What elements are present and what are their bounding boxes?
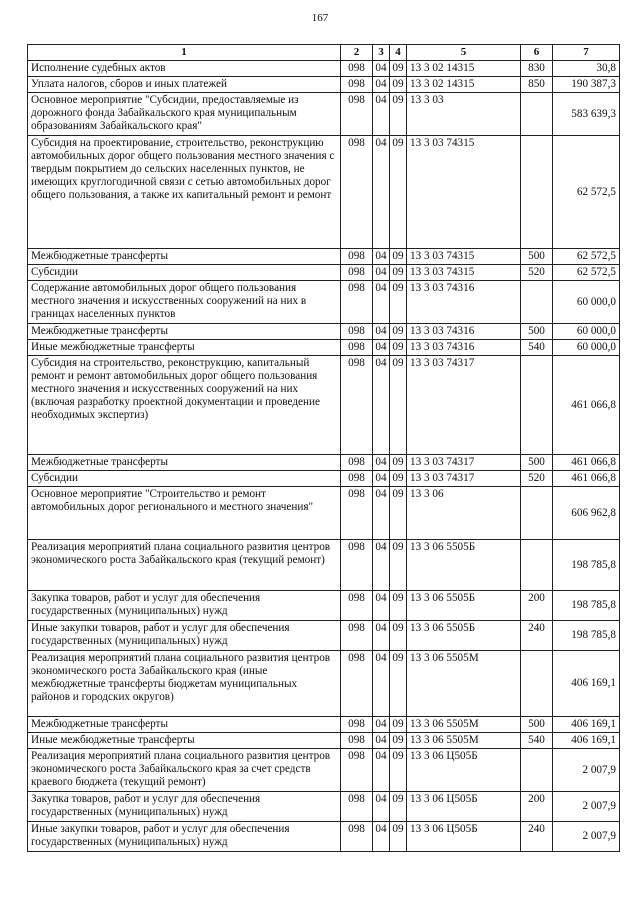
cell-amount: 2 007,9	[553, 822, 620, 852]
cell-amount: 583 639,3	[553, 93, 620, 136]
cell-admin-code: 098	[341, 265, 373, 281]
cell-amount: 2 007,9	[553, 749, 620, 792]
cell-expense-type: 240	[521, 822, 553, 852]
cell-subsection: 09	[390, 356, 407, 455]
table-row	[28, 249, 620, 265]
cell-expense-type	[521, 540, 553, 591]
cell-expense-type: 520	[521, 471, 553, 487]
cell-expense-type	[521, 487, 553, 540]
table-body	[28, 61, 620, 852]
cell-subsection: 09	[390, 717, 407, 733]
cell-amount: 190 387,3	[553, 77, 620, 93]
cell-amount: 198 785,8	[553, 540, 620, 591]
cell-target-article: 13 3 03 74316	[407, 281, 521, 324]
cell-subsection: 09	[390, 540, 407, 591]
cell-section: 04	[373, 749, 390, 792]
cell-subsection: 09	[390, 792, 407, 822]
cell-amount: 461 066,8	[553, 356, 620, 455]
cell-section: 04	[373, 733, 390, 749]
cell-amount: 198 785,8	[553, 621, 620, 651]
cell-amount: 406 169,1	[553, 651, 620, 717]
cell-subsection: 09	[390, 471, 407, 487]
cell-section: 04	[373, 487, 390, 540]
cell-description: Иные закупки товаров, работ и услуг для обеспечения государственных (муниципальных) нужд	[28, 621, 341, 651]
table-row	[28, 61, 620, 77]
cell-expense-type: 850	[521, 77, 553, 93]
cell-description: Основное мероприятие "Субсидии, предоставляемые из дорожного фонда Забайкальского края муниципальным образованиям Забайкальского края"	[28, 93, 341, 136]
cell-admin-code: 098	[341, 249, 373, 265]
cell-subsection: 09	[390, 281, 407, 324]
cell-subsection: 09	[390, 651, 407, 717]
cell-admin-code: 098	[341, 455, 373, 471]
header-col-1: 1	[28, 45, 341, 61]
cell-target-article: 13 3 03 74317	[407, 356, 521, 455]
cell-expense-type	[521, 651, 553, 717]
cell-expense-type	[521, 281, 553, 324]
cell-target-article: 13 3 03 74316	[407, 324, 521, 340]
table-row	[28, 93, 620, 136]
cell-target-article: 13 3 03 74315	[407, 249, 521, 265]
cell-description: Исполнение судебных актов	[28, 61, 341, 77]
table-row	[28, 651, 620, 717]
table-row	[28, 77, 620, 93]
cell-description: Межбюджетные трансферты	[28, 455, 341, 471]
cell-expense-type	[521, 136, 553, 249]
cell-subsection: 09	[390, 621, 407, 651]
cell-description: Содержание автомобильных дорог общего пользования местного значения и искусственных сооружений на них в границах населенных пунктов	[28, 281, 341, 324]
cell-admin-code: 098	[341, 471, 373, 487]
cell-admin-code: 098	[341, 733, 373, 749]
cell-target-article: 13 3 03 74315	[407, 136, 521, 249]
cell-amount: 406 169,1	[553, 717, 620, 733]
header-col-2: 2	[341, 45, 373, 61]
cell-subsection: 09	[390, 340, 407, 356]
cell-target-article: 13 3 06 5505Б	[407, 621, 521, 651]
cell-amount: 60 000,0	[553, 324, 620, 340]
cell-description: Реализация мероприятий плана социального развития центров экономического роста Забайкальского края за счет средств краевого бюджета (текущий ремонт)	[28, 749, 341, 792]
cell-description: Основное мероприятие "Строительство и ремонт автомобильных дорог регионального и местного значения"	[28, 487, 341, 540]
cell-expense-type: 200	[521, 792, 553, 822]
cell-admin-code: 098	[341, 792, 373, 822]
cell-target-article: 13 3 03 74317	[407, 455, 521, 471]
header-col-6: 6	[521, 45, 553, 61]
cell-subsection: 09	[390, 822, 407, 852]
cell-amount: 60 000,0	[553, 281, 620, 324]
cell-admin-code: 098	[341, 356, 373, 455]
table-row	[28, 822, 620, 852]
cell-section: 04	[373, 281, 390, 324]
table-row	[28, 717, 620, 733]
cell-target-article: 13 3 03	[407, 93, 521, 136]
cell-section: 04	[373, 340, 390, 356]
cell-admin-code: 098	[341, 621, 373, 651]
cell-target-article: 13 3 06 5505М	[407, 717, 521, 733]
cell-subsection: 09	[390, 265, 407, 281]
cell-description: Реализация мероприятий плана социального развития центров экономического роста Забайкальского края (иные межбюджетные трансферты бюджетам муниципальных районов и городских округов)	[28, 651, 341, 717]
cell-subsection: 09	[390, 591, 407, 621]
cell-admin-code: 098	[341, 749, 373, 792]
header-row	[28, 45, 620, 61]
cell-amount: 606 962,8	[553, 487, 620, 540]
table-row	[28, 621, 620, 651]
cell-expense-type: 830	[521, 61, 553, 77]
cell-target-article: 13 3 03 74315	[407, 265, 521, 281]
cell-section: 04	[373, 93, 390, 136]
cell-admin-code: 098	[341, 591, 373, 621]
cell-description: Субсидия на проектирование, строительство, реконструкцию автомобильных дорог общего пользования местного значения с твердым покрытием до сельских населенных пунктов, не имеющих круглогодичной связи с сетью автомобильных дорог общего пользования, а также их капитальный ремонт и ремонт	[28, 136, 341, 249]
table-row	[28, 792, 620, 822]
cell-description: Межбюджетные трансферты	[28, 249, 341, 265]
cell-description: Межбюджетные трансферты	[28, 717, 341, 733]
cell-admin-code: 098	[341, 324, 373, 340]
cell-admin-code: 098	[341, 340, 373, 356]
cell-target-article: 13 3 06 Ц505Б	[407, 749, 521, 792]
cell-amount: 461 066,8	[553, 471, 620, 487]
cell-description: Закупка товаров, работ и услуг для обеспечения государственных (муниципальных) нужд	[28, 591, 341, 621]
cell-description: Субсидии	[28, 265, 341, 281]
cell-subsection: 09	[390, 77, 407, 93]
cell-expense-type	[521, 356, 553, 455]
cell-section: 04	[373, 136, 390, 249]
cell-target-article: 13 3 06 5505М	[407, 651, 521, 717]
cell-amount: 60 000,0	[553, 340, 620, 356]
cell-amount: 62 572,5	[553, 265, 620, 281]
cell-subsection: 09	[390, 733, 407, 749]
cell-section: 04	[373, 540, 390, 591]
cell-subsection: 09	[390, 93, 407, 136]
cell-section: 04	[373, 249, 390, 265]
cell-target-article: 13 3 06 5505Б	[407, 591, 521, 621]
table-row	[28, 136, 620, 249]
cell-section: 04	[373, 265, 390, 281]
page-number: 167	[311, 12, 329, 24]
table-row	[28, 340, 620, 356]
cell-description: Закупка товаров, работ и услуг для обеспечения государственных (муниципальных) нужд	[28, 792, 341, 822]
table-row	[28, 281, 620, 324]
header-col-4: 4	[390, 45, 407, 61]
cell-description: Иные закупки товаров, работ и услуг для обеспечения государственных (муниципальных) нужд	[28, 822, 341, 852]
budget-table	[27, 44, 620, 852]
table-row	[28, 591, 620, 621]
cell-target-article: 13 3 06 5505Б	[407, 540, 521, 591]
cell-section: 04	[373, 717, 390, 733]
cell-admin-code: 098	[341, 540, 373, 591]
table-row	[28, 487, 620, 540]
cell-admin-code: 098	[341, 717, 373, 733]
cell-target-article: 13 3 03 74316	[407, 340, 521, 356]
cell-amount: 406 169,1	[553, 733, 620, 749]
cell-amount: 461 066,8	[553, 455, 620, 471]
cell-amount: 30,8	[553, 61, 620, 77]
cell-admin-code: 098	[341, 281, 373, 324]
cell-section: 04	[373, 792, 390, 822]
cell-description: Реализация мероприятий плана социального развития центров экономического роста Забайкальского края (текущий ремонт)	[28, 540, 341, 591]
table-row	[28, 540, 620, 591]
cell-description: Субсидия на строительство, реконструкцию, капитальный ремонт и ремонт автомобильных дорог общего пользования местного значения и искусственных сооружений на них (включая разработку проектной документации и проведение необходимых экспертиз)	[28, 356, 341, 455]
cell-amount: 62 572,5	[553, 136, 620, 249]
cell-description: Иные межбюджетные трансферты	[28, 733, 341, 749]
cell-section: 04	[373, 651, 390, 717]
table-row	[28, 356, 620, 455]
cell-expense-type: 500	[521, 324, 553, 340]
cell-admin-code: 098	[341, 93, 373, 136]
cell-section: 04	[373, 455, 390, 471]
cell-subsection: 09	[390, 249, 407, 265]
cell-target-article: 13 3 03 74317	[407, 471, 521, 487]
cell-expense-type	[521, 93, 553, 136]
cell-admin-code: 098	[341, 822, 373, 852]
cell-expense-type: 520	[521, 265, 553, 281]
cell-expense-type: 540	[521, 340, 553, 356]
table-row	[28, 749, 620, 792]
cell-admin-code: 098	[341, 61, 373, 77]
cell-amount: 2 007,9	[553, 792, 620, 822]
cell-admin-code: 098	[341, 136, 373, 249]
cell-subsection: 09	[390, 749, 407, 792]
cell-expense-type: 500	[521, 717, 553, 733]
cell-section: 04	[373, 61, 390, 77]
table-row	[28, 471, 620, 487]
cell-expense-type: 540	[521, 733, 553, 749]
table-row	[28, 733, 620, 749]
cell-description: Межбюджетные трансферты	[28, 324, 341, 340]
cell-subsection: 09	[390, 455, 407, 471]
cell-section: 04	[373, 77, 390, 93]
cell-expense-type: 240	[521, 621, 553, 651]
cell-section: 04	[373, 822, 390, 852]
table-row	[28, 324, 620, 340]
header-col-7: 7	[553, 45, 620, 61]
cell-subsection: 09	[390, 61, 407, 77]
table-row	[28, 455, 620, 471]
cell-admin-code: 098	[341, 487, 373, 540]
cell-target-article: 13 3 06 5505М	[407, 733, 521, 749]
cell-expense-type: 200	[521, 591, 553, 621]
cell-expense-type: 500	[521, 455, 553, 471]
cell-section: 04	[373, 356, 390, 455]
cell-description: Субсидии	[28, 471, 341, 487]
cell-admin-code: 098	[341, 77, 373, 93]
cell-section: 04	[373, 621, 390, 651]
header-col-3: 3	[373, 45, 390, 61]
cell-subsection: 09	[390, 487, 407, 540]
cell-target-article: 13 3 06 Ц505Б	[407, 822, 521, 852]
cell-target-article: 13 3 02 14315	[407, 77, 521, 93]
cell-target-article: 13 3 06	[407, 487, 521, 540]
cell-target-article: 13 3 02 14315	[407, 61, 521, 77]
cell-expense-type: 500	[521, 249, 553, 265]
cell-target-article: 13 3 06 Ц505Б	[407, 792, 521, 822]
cell-subsection: 09	[390, 324, 407, 340]
cell-subsection: 09	[390, 136, 407, 249]
cell-amount: 198 785,8	[553, 591, 620, 621]
cell-expense-type	[521, 749, 553, 792]
cell-amount: 62 572,5	[553, 249, 620, 265]
table-row	[28, 265, 620, 281]
cell-admin-code: 098	[341, 651, 373, 717]
cell-description: Иные межбюджетные трансферты	[28, 340, 341, 356]
cell-description: Уплата налогов, сборов и иных платежей	[28, 77, 341, 93]
cell-section: 04	[373, 471, 390, 487]
cell-section: 04	[373, 591, 390, 621]
header-col-5: 5	[407, 45, 521, 61]
cell-section: 04	[373, 324, 390, 340]
